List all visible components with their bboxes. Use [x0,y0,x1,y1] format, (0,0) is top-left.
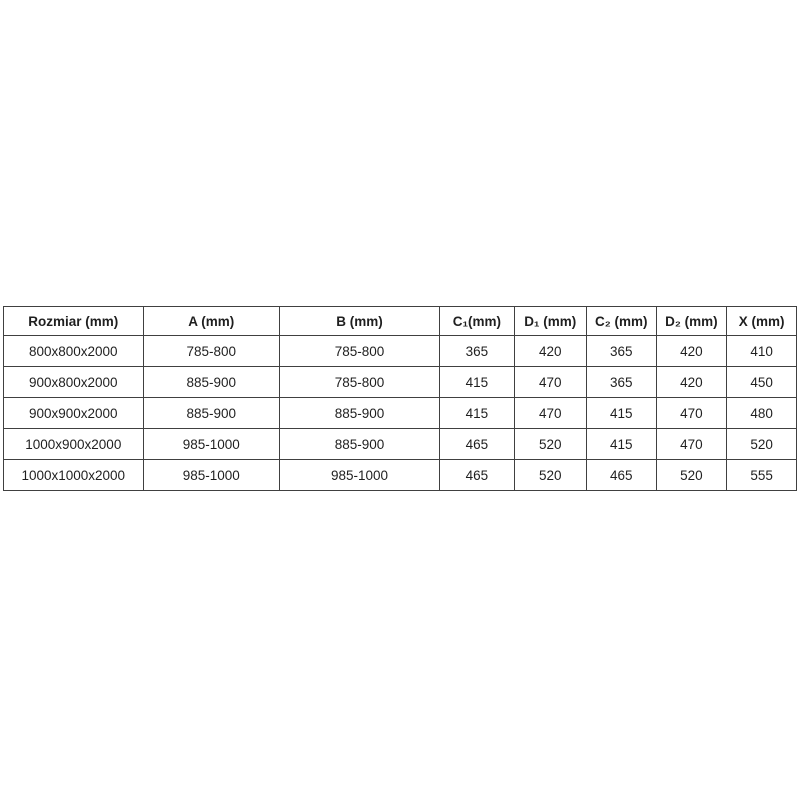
table-row [4,460,797,491]
table-cell-x: 450 [727,367,797,398]
column-header-a: A (mm) [143,307,279,336]
table-cell-c2: 365 [586,336,656,367]
table-cell-a: 885-900 [143,367,279,398]
table-cell-a: 985-1000 [143,460,279,491]
table-cell-c1: 365 [440,336,515,367]
table-cell-d1: 470 [514,367,586,398]
table-cell-c2: 415 [586,398,656,429]
table-cell-x: 480 [727,398,797,429]
table-cell-b: 785-800 [279,367,439,398]
table-cell-c1: 465 [440,429,515,460]
table-cell-rozmiar: 900x900x2000 [4,398,144,429]
table-cell-d2: 520 [656,460,727,491]
table-cell-a: 885-900 [143,398,279,429]
table-row [4,336,797,367]
table-cell-d2: 470 [656,398,727,429]
table-row [4,429,797,460]
table-cell-d1: 520 [514,460,586,491]
table-cell-b: 985-1000 [279,460,439,491]
table-cell-d2: 470 [656,429,727,460]
column-header-x: X (mm) [727,307,797,336]
table-cell-a: 785-800 [143,336,279,367]
size-spec-table [3,306,797,491]
table-cell-rozmiar: 800x800x2000 [4,336,144,367]
header-row [4,307,797,336]
table-cell-c2: 465 [586,460,656,491]
table-row [4,367,797,398]
table-cell-rozmiar: 1000x900x2000 [4,429,144,460]
table-row [4,398,797,429]
table-cell-rozmiar: 900x800x2000 [4,367,144,398]
column-header-c1: C₁(mm) [440,307,515,336]
table-cell-c1: 465 [440,460,515,491]
table-cell-d1: 520 [514,429,586,460]
table-cell-b: 885-900 [279,398,439,429]
table-cell-a: 985-1000 [143,429,279,460]
table-cell-d1: 470 [514,398,586,429]
table-cell-d1: 420 [514,336,586,367]
table-cell-d2: 420 [656,367,727,398]
table-header [4,307,797,336]
table-cell-x: 555 [727,460,797,491]
table-cell-c1: 415 [440,367,515,398]
column-header-b: B (mm) [279,307,439,336]
column-header-rozmiar: Rozmiar (mm) [4,307,144,336]
table-cell-c1: 415 [440,398,515,429]
table-cell-x: 410 [727,336,797,367]
column-header-c2: C₂ (mm) [586,307,656,336]
column-header-d1: D₁ (mm) [514,307,586,336]
size-spec-table-container [3,306,797,491]
table-cell-c2: 415 [586,429,656,460]
table-cell-c2: 365 [586,367,656,398]
column-header-d2: D₂ (mm) [656,307,727,336]
table-cell-rozmiar: 1000x1000x2000 [4,460,144,491]
table-cell-b: 885-900 [279,429,439,460]
table-cell-x: 520 [727,429,797,460]
table-cell-b: 785-800 [279,336,439,367]
table-body [4,336,797,491]
table-cell-d2: 420 [656,336,727,367]
